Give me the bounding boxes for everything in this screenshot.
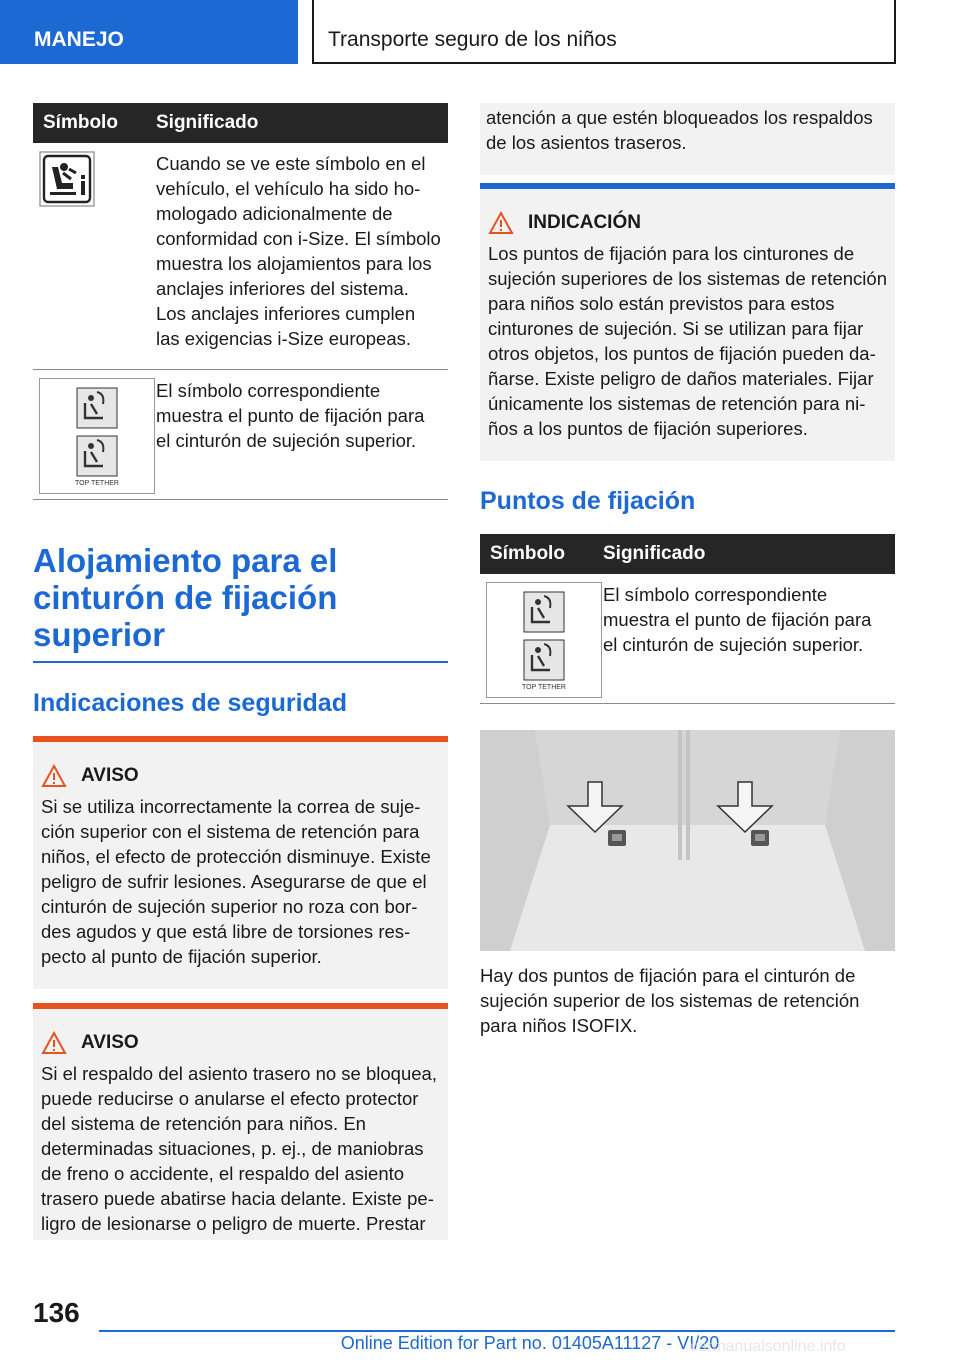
subsection-heading: Indicaciones de seguridad: [33, 689, 347, 717]
table-row: [33, 143, 448, 370]
col-meaning-header: Significado: [603, 543, 706, 564]
warning-triangle-icon: [41, 1031, 67, 1055]
section-label: MANEJO: [34, 28, 124, 51]
col-symbol-header: Símbolo: [43, 112, 118, 133]
chapter-label: Transporte seguro de los niños: [328, 28, 617, 51]
symbol-table-1: [33, 103, 448, 500]
warning-triangle-icon: [488, 211, 514, 235]
right-column: [480, 103, 895, 1038]
section-heading: Alojamiento para el cinturón de fijación superior: [33, 500, 448, 663]
notice-title: INDICACIÓN: [528, 212, 641, 233]
warning-notice: [33, 1003, 448, 1240]
notice-title: AVISO: [81, 765, 139, 786]
top-tether-icon: [39, 378, 155, 494]
chapter-tab: [312, 0, 896, 64]
watermark: carmanualsonline.info: [690, 1338, 846, 1355]
table-header: [33, 103, 448, 143]
footer-rule: [99, 1330, 895, 1332]
warning-notice: [33, 736, 448, 989]
notice-text: Los puntos de fijación para los cinturones de sujeción superiores de los sistemas de retención para niños solo están previstos para estos cinturones de sujeción. Si se utilizan para fijar otros objetos, los puntos de fijación pueden dañarse. Existe peligro de daños materiales. Fijar únicamente los sistemas de retención para niños a los puntos de fijación superiores.: [488, 243, 887, 439]
photo-caption: Hay dos puntos de fijación para el cinturón de sujeción superior de los sistemas de retención para niños ISOFIX.: [480, 965, 860, 1036]
info-notice: [480, 183, 895, 461]
table-cell-text: Cuando se ve este símbolo en el vehículo, el vehículo ha sido homologado adicionalmente de conformidad con i-Size. El símbolo muestra los alojamientos para los anclajes inferiores del sistema. Los anclajes inferiores cumplen las exigencias i-Size europeas.: [156, 153, 441, 349]
table-cell-text: El símbolo correspondiente muestra el punto de fijación para el cinturón de sujeción superior.: [156, 380, 425, 451]
warning-triangle-icon: [41, 764, 67, 788]
section-tab: [0, 0, 298, 64]
top-tether-label: TOP TETHER: [75, 480, 119, 487]
top-tether-icon: [486, 582, 602, 698]
notice-title: AVISO: [81, 1032, 139, 1053]
page-number: 136: [33, 1297, 80, 1328]
notice-text: Si se utiliza incorrectamente la correa de sujeción superior con el sistema de retención para niños, el efecto de protección disminuye. Existe peligro de sufrir lesiones. Asegurarse de que el cinturón de sujeción superior no roza con bordes agudos y que está libre de torsiones respecto al punto de fijación superior.: [41, 796, 431, 967]
rear-shelf-anchor-photo: [480, 730, 895, 951]
notice-continued-text: atención a que estén bloqueados los respaldos de los asientos traseros.: [480, 103, 895, 175]
table-cell-text: El símbolo correspondiente muestra el punto de fijación para el cinturón de sujeción superior.: [603, 584, 872, 655]
col-symbol-header: Símbolo: [490, 543, 565, 564]
symbol-table-2: [480, 534, 895, 704]
table-header: [480, 534, 895, 574]
table-row: [480, 574, 895, 704]
top-tether-label: TOP TETHER: [522, 684, 566, 691]
notice-text: Si el respaldo del asiento trasero no se bloquea, puede reducirse o anularse el efecto protector del sistema de retención para niños. En determinadas situaciones, p. ej., de maniobras de freno o accidente, el respaldo del asiento trasero puede abatirse hacia delante. Existe peligro de lesionarse o peligro de muerte. Prestar: [41, 1063, 437, 1234]
table-row: [33, 370, 448, 500]
subsection-heading: Puntos de fijación: [480, 487, 696, 515]
isize-child-seat-icon: [39, 151, 95, 207]
left-column: [33, 103, 448, 1240]
col-meaning-header: Significado: [156, 112, 259, 133]
edition-text: Online Edition for Part no. 01405A11127 - VI/20: [340, 1333, 720, 1353]
